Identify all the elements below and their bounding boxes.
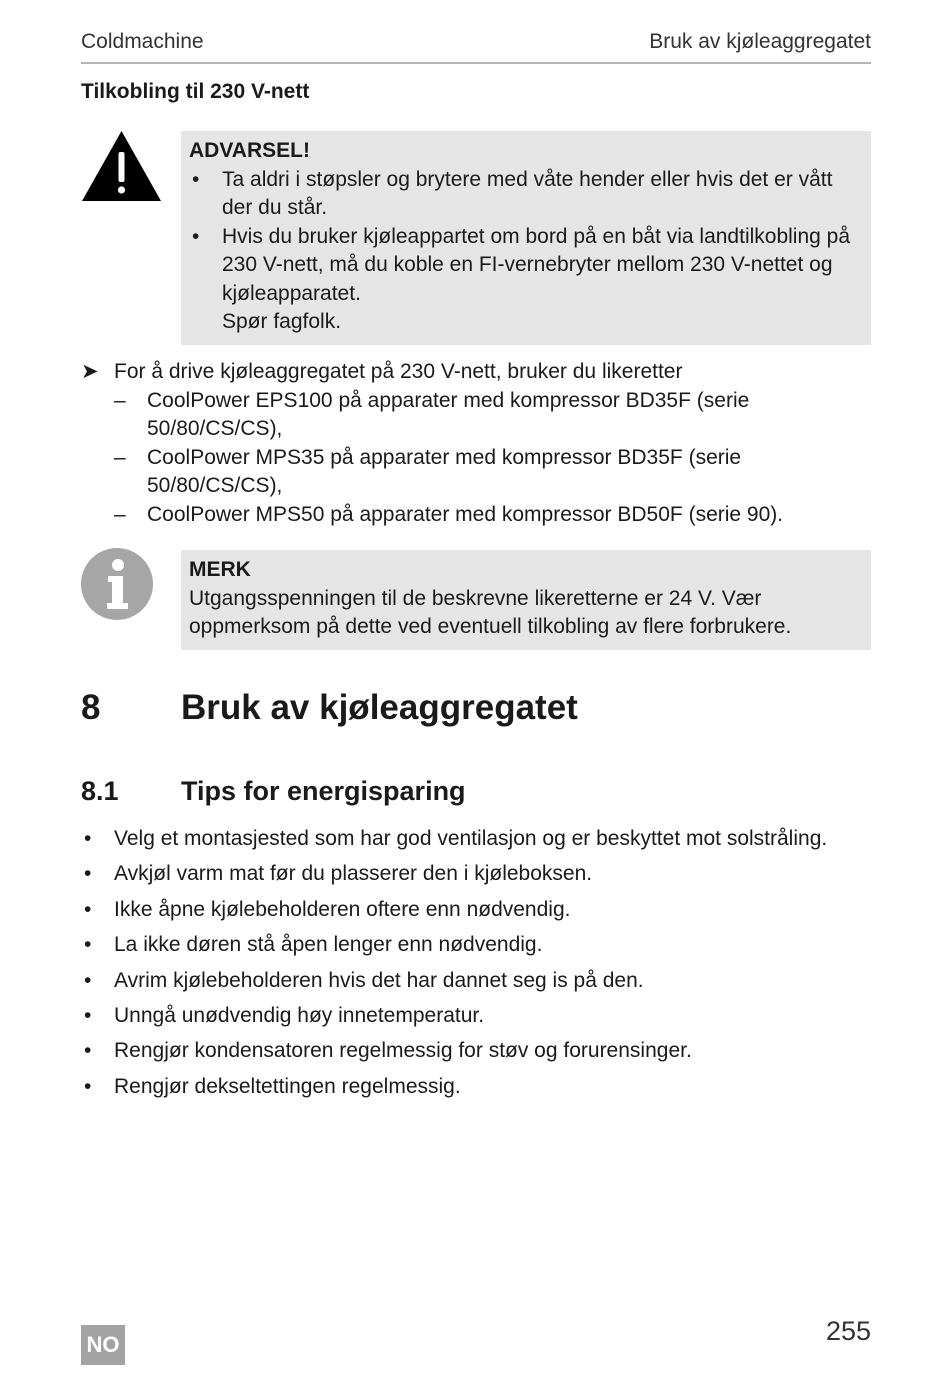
chapter-heading <box>81 688 578 728</box>
warning-triangle-icon <box>81 130 162 202</box>
rectifier-item: – CoolPower MPS50 på apparater med kompressor BD50F (serie 90). <box>81 501 871 530</box>
note-title: MERK <box>189 558 251 581</box>
section-number: 8.1 <box>81 776 119 806</box>
tip-item: • Avrim kjølebeholderen hvis det har dannet seg is på den. <box>81 966 871 1001</box>
chapter-title: Bruk av kjøleaggregatet <box>181 688 578 727</box>
tip-item: • Rengjør kondensatoren regelmessig for støv og forurensinger. <box>81 1036 871 1071</box>
instruction-block <box>81 358 871 529</box>
tips-list <box>81 824 871 1107</box>
page-number: 255 <box>825 1316 871 1346</box>
warning-item: • Ta aldri i støpsler og brytere med våte hender eller hvis det er vått der du står. <box>189 166 861 223</box>
header-chapter-name: Bruk av kjøleaggregatet <box>649 30 871 53</box>
section-heading <box>81 776 466 807</box>
rectifier-item: – CoolPower EPS100 på apparater med kompressor BD35F (serie 50/80/CS/CS), <box>81 387 871 444</box>
running-header <box>81 30 871 64</box>
note-text: Utgangsspenningen til de beskrevne likeretterne er 24 V. Vær oppmerksom på dette ved eventuell tilkobling av flere forbrukere. <box>189 586 792 638</box>
tip-item: • Unngå unødvendig høy innetemperatur. <box>81 1001 871 1036</box>
arrow-icon: ➤ <box>81 360 99 383</box>
header-product-name: Coldmachine <box>81 30 204 53</box>
chapter-number: 8 <box>81 688 101 727</box>
language-badge: NO <box>81 1325 125 1365</box>
warning-list <box>189 166 861 309</box>
rectifier-item: – CoolPower MPS35 på apparater med kompressor BD35F (serie 50/80/CS/CS), <box>81 444 871 501</box>
warning-item: • Hvis du bruker kjøleappartet om bord på en båt via landtilkobling på 230 V-nett, må du koble en FI-vernebryter mellom 230 V-nettet og kjøleapparatet. <box>189 223 861 309</box>
rectifier-list <box>81 387 871 530</box>
instruction-lead: For å drive kjøleaggregatet på 230 V-nett, bruker du likeretter <box>114 360 683 383</box>
tip-item: • Velg et montasjested som har god ventilasjon og er beskyttet mot solstråling. <box>81 824 871 859</box>
subheading: Tilkobling til 230 V-nett <box>81 80 310 103</box>
warning-box <box>181 131 871 345</box>
tip-item: • Avkjøl varm mat før du plasserer den i kjøleboksen. <box>81 859 871 894</box>
tip-item: • Rengjør dekseltettingen regelmessig. <box>81 1072 871 1107</box>
info-icon <box>81 548 153 620</box>
tip-item: • Ikke åpne kjølebeholderen oftere enn nødvendig. <box>81 895 871 930</box>
section-title: Tips for energisparing <box>181 776 466 806</box>
tip-item: • La ikke døren stå åpen lenger enn nødvendig. <box>81 930 871 965</box>
warning-title: ADVARSEL! <box>189 139 310 162</box>
note-box <box>181 550 871 650</box>
manual-page <box>81 0 871 1373</box>
warning-extra: Spør fagfolk. <box>222 310 342 333</box>
